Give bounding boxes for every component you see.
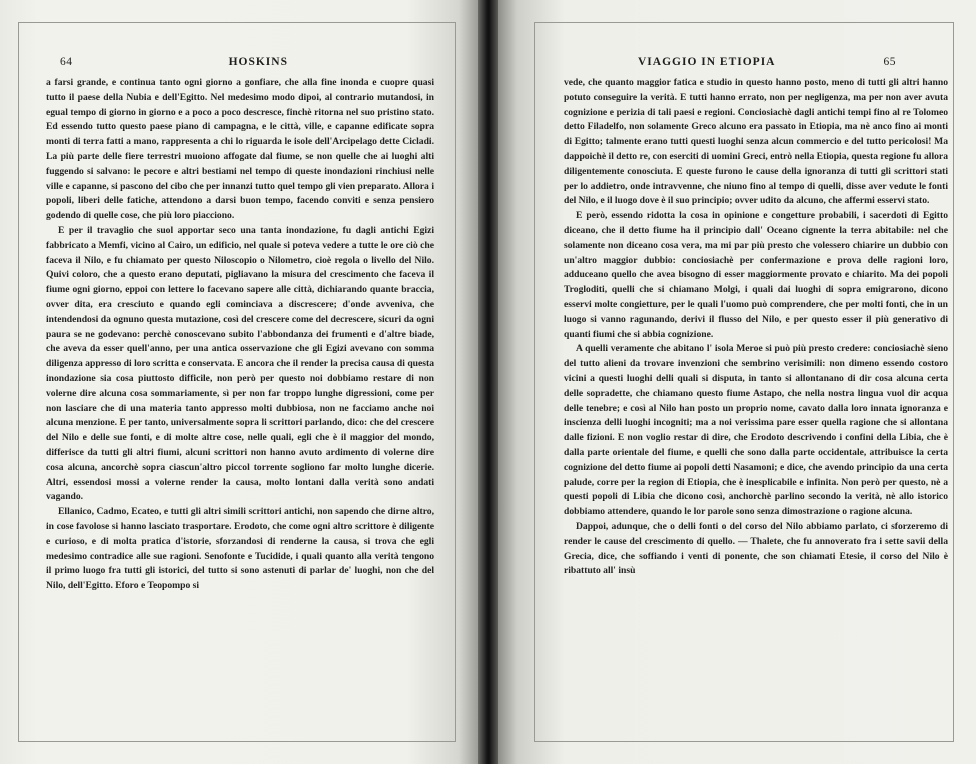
right-page — [498, 0, 976, 764]
running-head-title: HOSKINS — [228, 56, 288, 68]
running-head-title: VIAGGIO IN ETIOPIA — [638, 56, 776, 68]
page-number: 64 — [60, 56, 73, 68]
paragraph: E però, essendo ridotta la cosa in opinione e congetture probabili, i sacerdoti di Egitto diceano, che il detto fiume ha il principio dall' Oceano cignente la terra abitabile: nel che solamente non diceano cosa vera, ma mi par più presto che volessero chiarire un dubbio con un'altro maggior dubbio: conciosiachè per confermazione e prova delle ragioni loro, adduceano quello che avea bisogno di esser maggiormente provato e chiarito. Ma dei popoli Trogloditi, quelli che si chiamano Molgi, i quali dai luoghi di sopra emigrarono, dicono esservi molte congietture, per le quali l'uomo può comprendere, che per molti fonti, che in un luogo si vanno ragunando, derivi il flusso del Nilo, e per questo esser il più generativo di quanti fiumi che si abbia cognizione. — [564, 210, 948, 340]
book-gutter — [478, 0, 498, 764]
paragraph: A quelli veramente che abitano l' isola Meroe si può più presto credere: conciosiachè sieno del tutto alieni da trovare invenzioni che sembrino verisimili: non dimeno essendo costoro vicini a questi luoghi delli quali si disputa, in tanto si allontanano di dir cosa alcuna certa delle sopradette, che chiamano questo fiume Astapo, che nella nostra lingua vuol dir acqua delle tenebre; e così al Nilo han posto un proprio nome, cavato dalla loro innata ignoranza e inscienza delli luoghi incogniti; ma a noi verissima pare esser quella ragione che si allontana dalle fizioni. E non voglio restar di dire, che Erodoto descrivendo i confini della Libia, che è dalla parte orientale del fiume, e quelli che sono dalla parte occidentale, attribuisce la certa cognizione del detto fiume ai popoli detti Nasamoni; e dice, che avendo principio da una certa palude, corre per la region di Etiopia, che è inesplicabile e infinita. Non però per questo, nè a questi popoli di Libia che dicono così, anchorchè parlino secondo la verità, nè allo istorico dobbiamo attendere, quando le lor parole sono senza dimostrazione o ragione alcuna. — [564, 343, 948, 518]
paragraph: Ellanico, Cadmo, Ecateo, e tutti gli altri simili scrittori antichi, non sapendo che dirne altro, in cose favolose si hanno lasciato trasportare. Erodoto, che come ogni altro scrittore è diligente e curioso, e di molta pratica d'istorie, sforzandosi di renderne la causa, si trova che egli medesimo contradice alle sue ragioni. Senofonte e Tucidide, i quali quanto alla verità tengono il primo luogo fra tutti gli istorici, del tutto si sono astenuti di parlar de' luoghi, non che del Nilo, dell'Egitto. Eforo e Teopompo si — [46, 506, 434, 592]
page-number: 65 — [883, 56, 896, 68]
paragraph: Dappoi, adunque, che o delli fonti o del corso del Nilo abbiamo parlato, ci sforzeremo di render le cause del crescimento di quello. — Thalete, che fu annoverato fra i sette savii della Grecia, dice, che soffiando i venti di ponente, che son chiamati Etesie, il corso del Nilo è ribattuto all' insù — [564, 520, 948, 577]
paragraph: E per il travaglio che suol apportar seco una tanta inondazione, fu dagli antichi Egizi fabbricato a Memfi, vicino al Cairo, un edificio, nel quale si poteva vedere a tutte le ore ciò che faceva il Nilo, e fu chiamato per questo Niloscopio o Nilometro, cioè regola o livello del Nilo. Quivi coloro, che a questo erano deputati, pigliavano la misura del crescimento che faceva il fiume ogni giorno, eppoi con lettere lo facevano sapere alle città, dichiarando quante braccia, ovver dita, era cresciuto e quando egli cominciava a discrescere; d'onde avveniva, che intendendosi da ognuno questa mutazione, così del crescere come del decrescere, sicuri da ogni paura se ne godevano: perchè conoscevano subito l'abbondanza dei frumenti e d'altre biade, che aveva da esser quell'anno, per una antica osservazione che gli Egizi avevano con somma diligenza appresso di loro scritta e conservata. E ancora che il render la precisa causa di questa inondazione sia cosa piuttosto difficile, non però per questo noi dobbiamo restare di non volerne dire alcuna cosa sommariamente, sì per non far troppo lunghe digressioni, come per non lasciare che di una materia tanto appresso molti dubbiosa, non ne facciamo anche noi alcuna menzione. E per tanto, universalmente sopra li scrittori parlando, dico: che del crescere del Nilo e delle sue fonti, e di molte altre cose, nelle quali, egli che è il maggior del mondo, differisce da tutti gli altri fiumi, alcuni scrittori non hanno avuto ardimento di volerne dire cosa alcuna, ancorchè sopra ciascun'altro piccol torrente sogliono far molto lunghe dicerie. Altri, essendosi mossi a volerne render la causa, molto lontani dalla verità sono andati vagando. — [46, 224, 434, 503]
left-page — [0, 0, 478, 764]
running-header — [638, 54, 896, 70]
body-text — [564, 76, 948, 579]
paragraph: a farsi grande, e continua tanto ogni giorno a gonfiare, che alla fine inonda e cuopre quasi tutto il paese della Nubia e dell'Egitto. Nel medesimo modo dipoi, al contrario mutandosi, in egual tempo di giorno in giorno e a poco a poco descresce, finchè ritorna nel suo pristino stato. Ed essendo tutto questo paese piano di campagna, e le città, ville, e capanne edificate sopra monti di terra fatti a mano, rappresenta a chi lo riguarda le isole dell'Arcipelago dette Cicladi. La più parte delle fiere terrestri muoiono affogate dal fiume, se non quelle che ai luoghi alti fuggendo si salvano: le pecore e altri bestiami nel tempo di queste inondazioni rinchiusi nelle ville e capanne, si pascono del cibo che per innanzi tutto quel tempo gli vien preparato. Allora i popoli, liberi delle fatiche, attendono a darsi buon tempo, facendo conviti e senza pensiero godendo di quelle cose, che più loro piacciono. — [46, 77, 434, 222]
paragraph: vede, che quanto maggior fatica e studio in questo hanno posto, meno di tutti gli altri hanno potuto conseguire la verità. E tutti hanno errato, non per negligenza, ma per non aver avuta cognizione e perizia di tali paesi e regioni. Conciosiachè dagli antichi tempi fino al re Tolomeo detto Filadelfo, non solamente Greco alcuno era passato in Etiopia, ma nè anco fino ai monti di Egitto; talmente erano tutti questi luoghi senza alcun commercio e del tutto pericolosi! Ma dappoichè il detto re, con eserciti di uomini Greci, entrò nella Etiopia, questa regione fu allora diligentemente conosciuta. E queste furono le cause della ignoranza di tutti gli scrittori stati per lo addietro, onde intravvenne, che niuno fino al tempo di quelli, disse aver vedute le fonti del Nilo, e il luogo dove è il suo principio; ovver udito da alcuno, che affermi esservi stato. — [564, 77, 948, 207]
body-text — [46, 76, 434, 594]
running-header — [60, 54, 438, 70]
